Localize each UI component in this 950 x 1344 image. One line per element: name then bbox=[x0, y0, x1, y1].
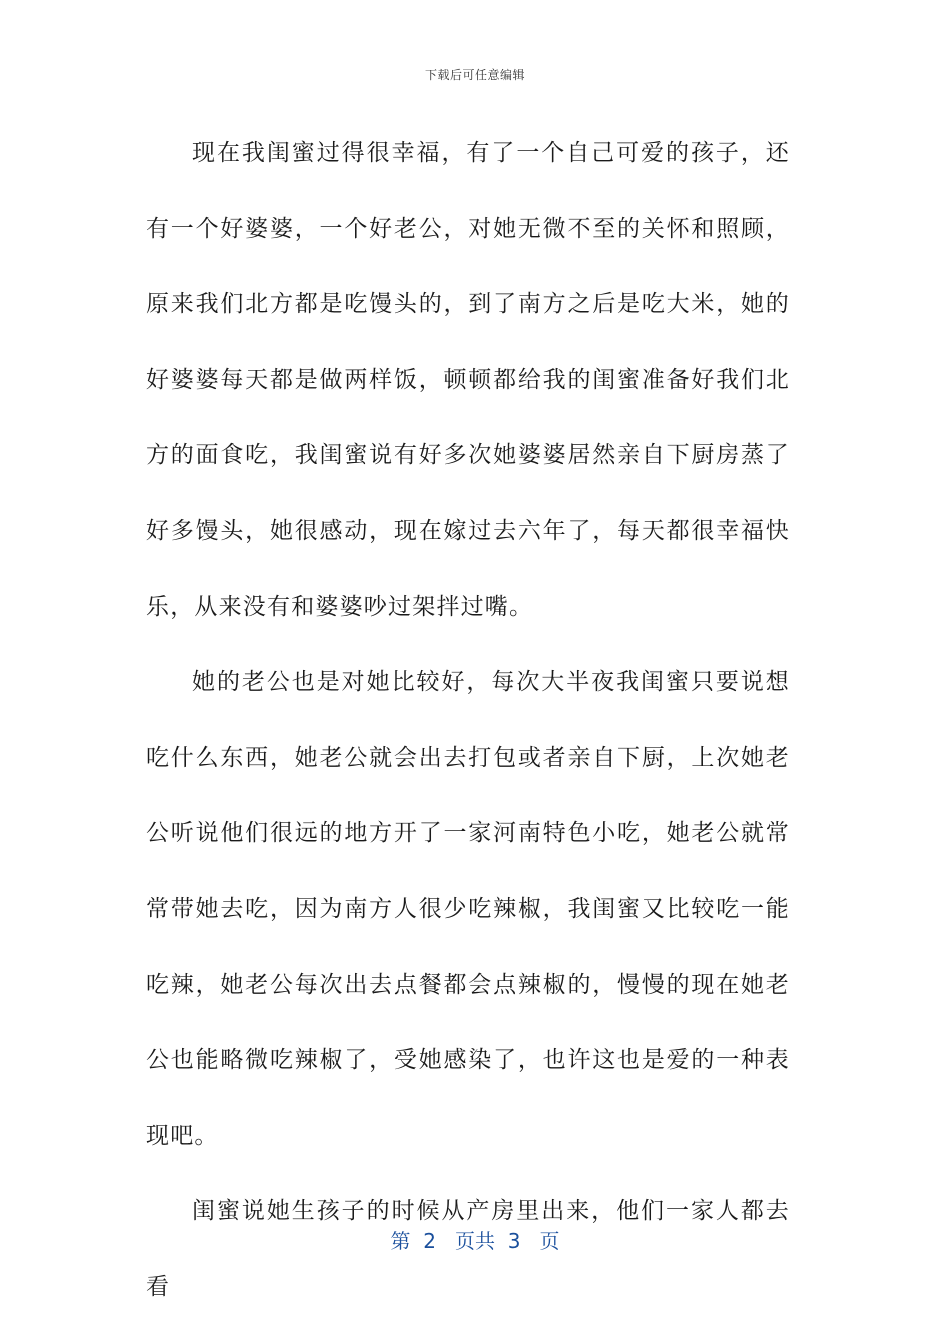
paragraph-1: 现在我闺蜜过得很幸福，有了一个自己可爱的孩子，还有一个好婆婆，一个好老公，对她无微不至的关怀和照顾，原来我们北方都是吃馒头的，到了南方之后是吃大米，她的好婆婆每天都是做两样饭，顿顿都给我的闺蜜准备好我们北方的面食吃，我闺蜜说有好多次她婆婆居然亲自下厨房蒸了好多馒头，她很感动，现在嫁过去六年了，每天都很幸福快乐，从来没有和婆婆吵过架拌过嘴。 bbox=[146, 140, 790, 620]
document-body bbox=[146, 116, 790, 1326]
paragraph-3: 闺蜜说她生孩子的时候从产房里出来，他们一家人都去看 bbox=[146, 1198, 790, 1300]
paragraph-2: 她的老公也是对她比较好，每次大半夜我闺蜜只要说想吃什么东西，她老公就会出去打包或者亲自下厨，上次她老公听说他们很远的地方开了一家河南特色小吃，她老公就常常带她去吃，因为南方人很少吃辣椒，我闺蜜又比较吃一能吃辣，她老公每次出去点餐都会点辣椒的，慢慢的现在她老公也能略微吃辣椒了，受她感染了，也许这也是爱的一种表现吧。 bbox=[146, 669, 790, 1149]
header-note: 下载后可任意编辑 bbox=[424, 68, 525, 82]
page-number-footer: 第 2 页共 3 页 bbox=[390, 1229, 560, 1253]
